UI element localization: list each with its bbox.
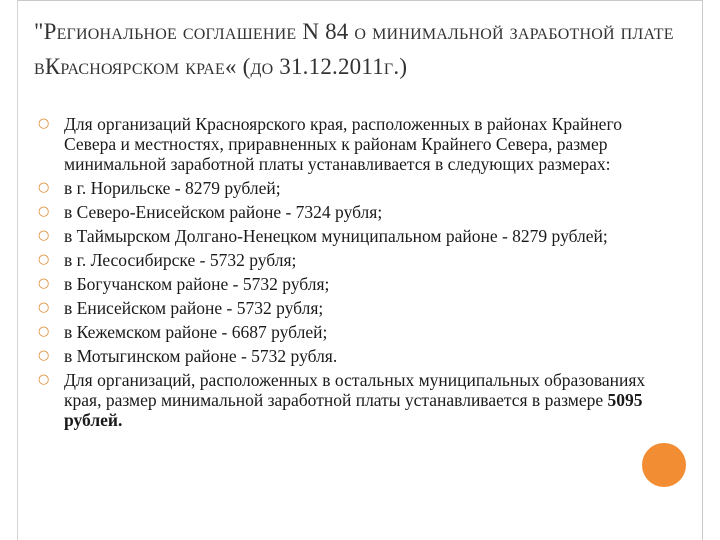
- list-item-text: Для организаций, расположенных в остальных муниципальных образованиях края, размер минимальной заработной платы устанавливается в размере: [64, 370, 646, 410]
- list-item: [38, 298, 648, 318]
- minimum-wage-amount: 5095 рублей.: [64, 390, 643, 430]
- list-item: [38, 274, 648, 294]
- circle-bullet-icon: ○: [38, 300, 50, 315]
- list-item-text: в г. Лесосибирске - 5732 рубля;: [64, 250, 297, 270]
- list-item: [38, 178, 648, 198]
- slide-frame-top: [17, 0, 703, 1]
- circle-bullet-icon: ○: [38, 204, 50, 219]
- circle-bullet-icon: ○: [38, 252, 50, 267]
- list-item: [38, 202, 648, 222]
- bullet-list: [38, 114, 648, 434]
- list-item: [38, 322, 648, 342]
- list-item-text: Для организаций Красноярского края, расположенных в районах Крайнего Севера и местностях, приравненных к районам Крайнего Севера, размер минимальной заработной платы устанавливается в следующих размерах:: [64, 114, 622, 174]
- circle-bullet-icon: ○: [38, 372, 50, 387]
- list-item-text: в Богучанском районе - 5732 рубля;: [64, 274, 330, 294]
- list-item: [38, 226, 648, 246]
- circle-bullet-icon: ○: [38, 116, 50, 131]
- list-item-text: в Северо-Енисейском районе - 7324 рубля;: [64, 202, 383, 222]
- circle-bullet-icon: ○: [38, 324, 50, 339]
- list-item-text: в Енисейском районе - 5732 рубля;: [64, 298, 324, 318]
- list-item-last: [38, 370, 648, 430]
- list-item: [38, 346, 648, 366]
- circle-bullet-icon: ○: [38, 348, 50, 363]
- list-item-text: в Кежемском районе - 6687 рублей;: [64, 322, 328, 342]
- slide-frame-left: [17, 0, 18, 540]
- orange-circle-decoration: [642, 443, 686, 487]
- circle-bullet-icon: ○: [38, 228, 50, 243]
- list-item-text: в Мотыгинском районе - 5732 рубля.: [64, 346, 338, 366]
- list-item-text: в Таймырском Долгано-Ненецком муниципальном районе - 8279 рублей;: [64, 226, 608, 246]
- slide-frame-right: [702, 0, 703, 540]
- circle-bullet-icon: ○: [38, 276, 50, 291]
- list-item-text: в г. Норильске - 8279 рублей;: [64, 178, 281, 198]
- slide-title: "Региональное соглашение N 84 о минимальной заработной плате вКрасноярском крае« (до 31.12.2011г.): [34, 19, 674, 79]
- list-item: [38, 114, 648, 174]
- circle-bullet-icon: ○: [38, 180, 50, 195]
- list-item: [38, 250, 648, 270]
